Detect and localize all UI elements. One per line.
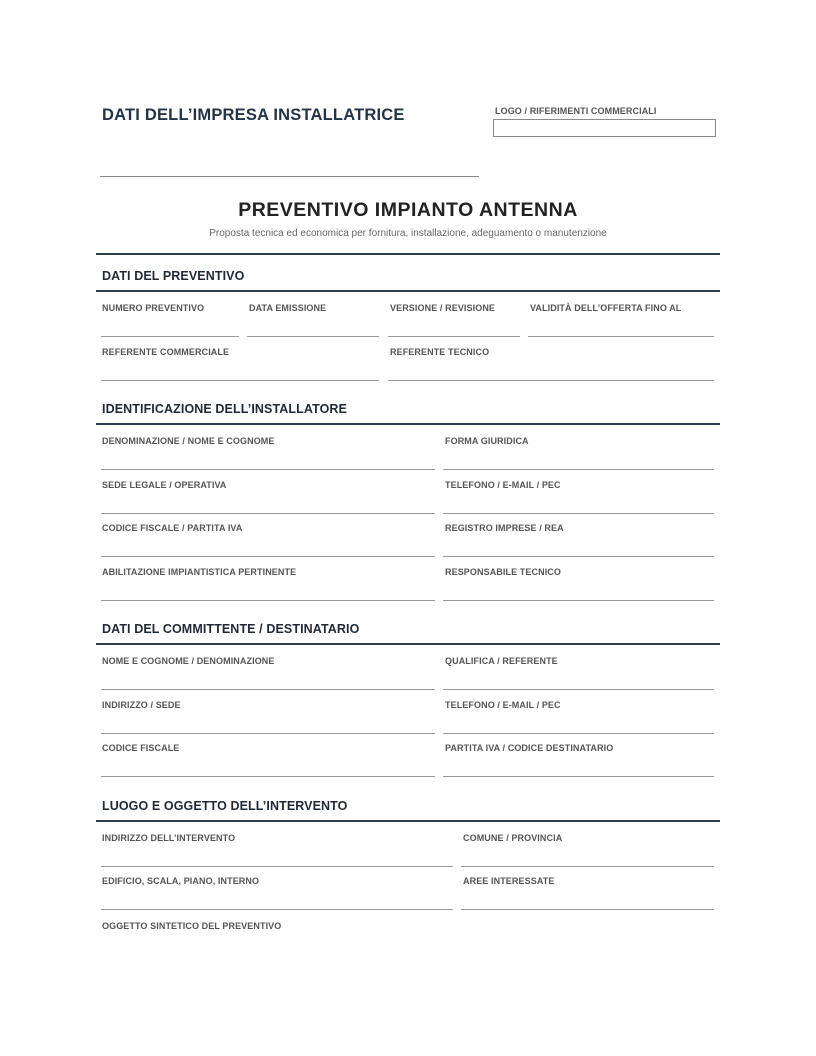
denominazione-label: DENOMINAZIONE / NOME E COGNOME: [102, 436, 275, 446]
numero-preventivo-label: NUMERO PREVENTIVO: [102, 303, 205, 313]
nome-committente-field[interactable]: [101, 689, 435, 690]
section-divider: [96, 643, 720, 645]
section-divider: [96, 290, 720, 292]
telefono-installatore-label: TELEFONO / E-MAIL / PEC: [445, 480, 561, 490]
indirizzo-committente-field[interactable]: [101, 733, 435, 734]
company-section-title: DATI DELL’IMPRESA INSTALLATRICE: [102, 106, 405, 124]
aree-interessate-label: AREE INTERESSATE: [463, 876, 555, 886]
qualifica-field[interactable]: [443, 689, 714, 690]
registro-imprese-label: REGISTRO IMPRESE / REA: [445, 523, 564, 533]
referente-tecnico-field[interactable]: [388, 380, 714, 381]
document-title: PREVENTIVO IMPIANTO ANTENNA: [238, 199, 578, 221]
section-title-preventivo: DATI DEL PREVENTIVO: [102, 269, 245, 283]
indirizzo-committente-label: INDIRIZZO / SEDE: [102, 700, 181, 710]
responsabile-tecnico-label: RESPONSABILE TECNICO: [445, 567, 562, 577]
abilitazione-field[interactable]: [101, 600, 435, 601]
aree-interessate-field[interactable]: [461, 909, 714, 910]
abilitazione-label: ABILITAZIONE IMPIANTISTICA PERTINENTE: [102, 567, 297, 577]
codice-fiscale-installatore-label: CODICE FISCALE / PARTITA IVA: [102, 523, 243, 533]
codice-fiscale-committente-label: CODICE FISCALE: [102, 743, 180, 753]
indirizzo-intervento-field[interactable]: [101, 866, 453, 867]
denominazione-field[interactable]: [101, 469, 435, 470]
responsabile-tecnico-field[interactable]: [443, 600, 714, 601]
referente-commerciale-label: REFERENTE COMMERCIALE: [102, 347, 230, 357]
indirizzo-intervento-label: INDIRIZZO DELL’INTERVENTO: [102, 833, 236, 843]
partita-iva-field[interactable]: [443, 776, 714, 777]
qualifica-label: QUALIFICA / REFERENTE: [445, 656, 558, 666]
data-emissione-field[interactable]: [247, 336, 379, 337]
edificio-label: EDIFICIO, SCALA, PIANO, INTERNO: [102, 876, 260, 886]
versione-field[interactable]: [388, 336, 520, 337]
forma-giuridica-field[interactable]: [443, 469, 714, 470]
logo-field[interactable]: [493, 119, 716, 137]
oggetto-preventivo-label: OGGETTO SINTETICO DEL PREVENTIVO: [102, 921, 282, 931]
company-data-field[interactable]: [100, 176, 479, 177]
sede-field[interactable]: [101, 513, 435, 514]
comune-provincia-label: COMUNE / PROVINCIA: [463, 833, 563, 843]
registro-imprese-field[interactable]: [443, 556, 714, 557]
document-subtitle: Proposta tecnica ed economica per fornitura, installazione, adeguamento o manutenzione: [209, 228, 607, 239]
validita-label: VALIDITÀ DELL’OFFERTA FINO AL: [530, 303, 682, 313]
versione-label: VERSIONE / REVISIONE: [390, 303, 496, 313]
referente-tecnico-label: REFERENTE TECNICO: [390, 347, 490, 357]
sede-label: SEDE LEGALE / OPERATIVA: [102, 480, 227, 490]
edificio-field[interactable]: [101, 909, 453, 910]
telefono-committente-field[interactable]: [443, 733, 714, 734]
section-title-committente: DATI DEL COMMITTENTE / DESTINATARIO: [102, 622, 360, 636]
partita-iva-label: PARTITA IVA / CODICE DESTINATARIO: [445, 743, 614, 753]
logo-label: LOGO / RIFERIMENTI COMMERCIALI: [495, 106, 657, 116]
telefono-committente-label: TELEFONO / E-MAIL / PEC: [445, 700, 561, 710]
section-title-intervento: LUOGO E OGGETTO DELL’INTERVENTO: [102, 799, 348, 813]
validita-field[interactable]: [528, 336, 714, 337]
codice-fiscale-committente-field[interactable]: [101, 776, 435, 777]
section-divider: [96, 253, 720, 255]
section-title-installatore: IDENTIFICAZIONE DELL’INSTALLATORE: [102, 402, 347, 416]
telefono-installatore-field[interactable]: [443, 513, 714, 514]
referente-commerciale-field[interactable]: [101, 380, 379, 381]
section-divider: [96, 423, 720, 425]
numero-preventivo-field[interactable]: [101, 336, 239, 337]
codice-fiscale-installatore-field[interactable]: [101, 556, 435, 557]
section-divider: [96, 820, 720, 822]
nome-committente-label: NOME E COGNOME / DENOMINAZIONE: [102, 656, 275, 666]
comune-provincia-field[interactable]: [461, 866, 714, 867]
data-emissione-label: DATA EMISSIONE: [249, 303, 327, 313]
forma-giuridica-label: FORMA GIURIDICA: [445, 436, 529, 446]
